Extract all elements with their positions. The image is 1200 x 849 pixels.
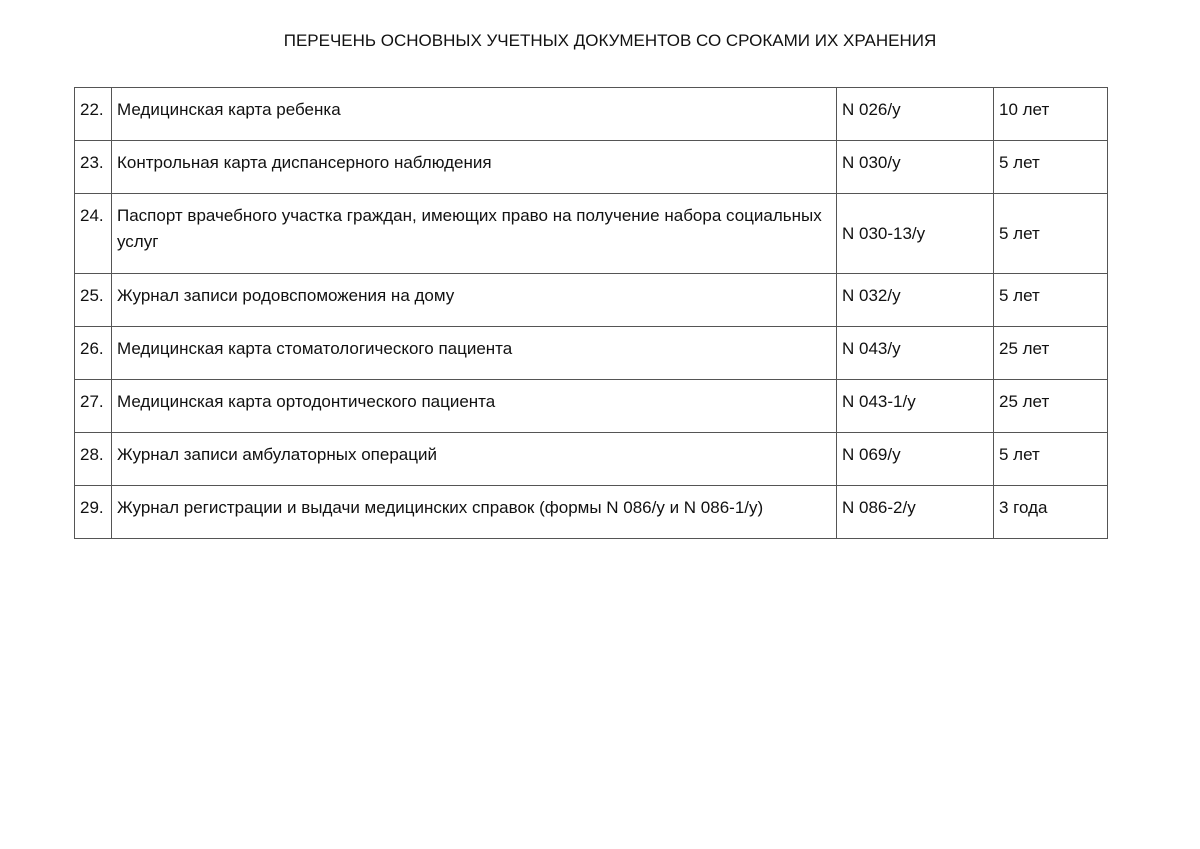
row-number: 24. — [75, 194, 112, 274]
retention-term: 25 лет — [994, 327, 1108, 380]
table-row — [75, 88, 1108, 141]
table-row — [75, 141, 1108, 194]
row-number: 28. — [75, 433, 112, 486]
retention-term: 10 лет — [994, 88, 1108, 141]
row-number: 23. — [75, 141, 112, 194]
form-code: N 030-13/у — [837, 194, 994, 274]
document-name: Контрольная карта диспансерного наблюдения — [112, 141, 837, 194]
form-code: N 043-1/у — [837, 380, 994, 433]
retention-term: 5 лет — [994, 141, 1108, 194]
retention-term: 25 лет — [994, 380, 1108, 433]
table-row — [75, 194, 1108, 274]
page-title: ПЕРЕЧЕНЬ ОСНОВНЫХ УЧЕТНЫХ ДОКУМЕНТОВ СО СРОКАМИ ИХ ХРАНЕНИЯ — [283, 31, 937, 50]
retention-term: 5 лет — [994, 274, 1108, 327]
document-name: Медицинская карта стоматологического пациента — [112, 327, 837, 380]
document-name: Журнал записи родовспоможения на дому — [112, 274, 837, 327]
table-row — [75, 380, 1108, 433]
table-row — [75, 327, 1108, 380]
row-number: 27. — [75, 380, 112, 433]
documents-table — [74, 87, 1108, 539]
table-row — [75, 274, 1108, 327]
retention-term: 3 года — [994, 486, 1108, 539]
table-row — [75, 433, 1108, 486]
form-code: N 026/у — [837, 88, 994, 141]
form-code: N 030/у — [837, 141, 994, 194]
row-number: 22. — [75, 88, 112, 141]
retention-term: 5 лет — [994, 194, 1108, 274]
form-code: N 032/у — [837, 274, 994, 327]
form-code: N 069/у — [837, 433, 994, 486]
row-number: 25. — [75, 274, 112, 327]
table-row — [75, 486, 1108, 539]
document-name: Медицинская карта ребенка — [112, 88, 837, 141]
document-name: Журнал записи амбулаторных операций — [112, 433, 837, 486]
retention-term: 5 лет — [994, 433, 1108, 486]
document-name: Медицинская карта ортодонтического пациента — [112, 380, 837, 433]
document-name: Паспорт врачебного участка граждан, имеющих право на получение набора социальных услуг — [112, 194, 837, 274]
row-number: 26. — [75, 327, 112, 380]
form-code: N 043/у — [837, 327, 994, 380]
row-number: 29. — [75, 486, 112, 539]
form-code: N 086-2/у — [837, 486, 994, 539]
document-name: Журнал регистрации и выдачи медицинских справок (формы N 086/у и N 086-1/у) — [112, 486, 837, 539]
